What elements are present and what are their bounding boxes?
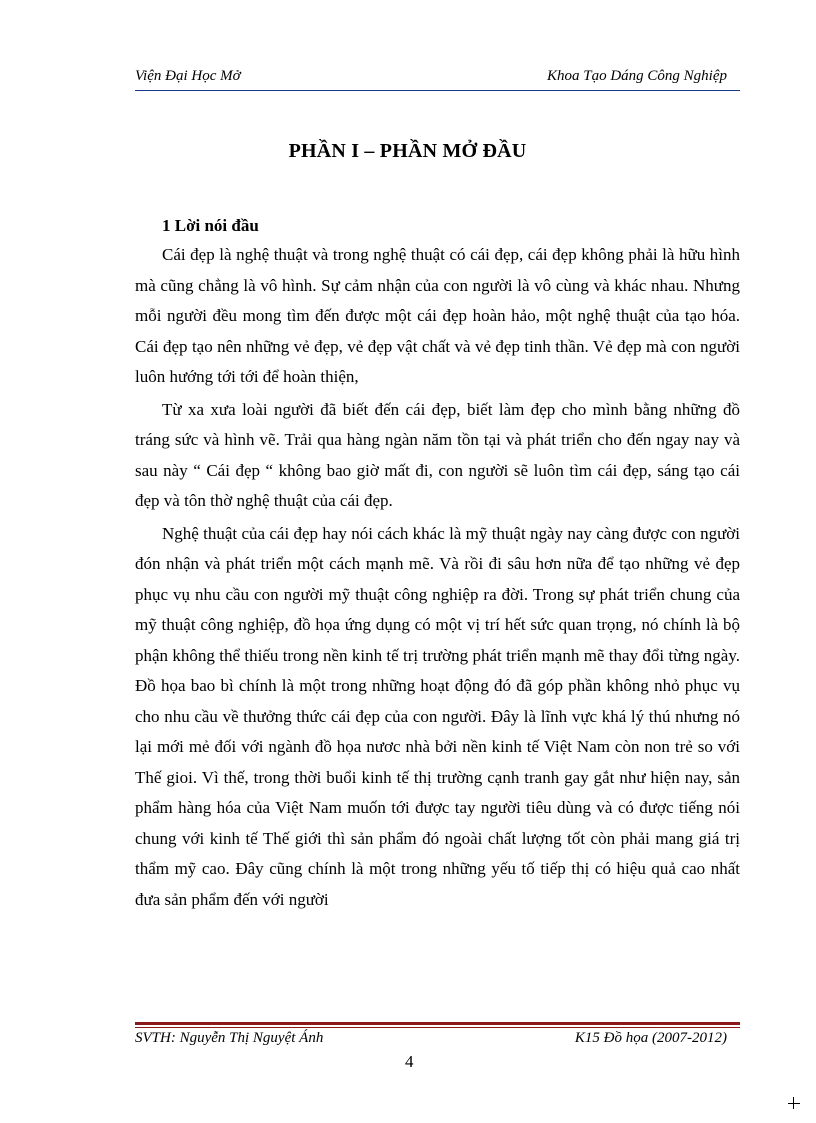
header-divider xyxy=(135,90,740,91)
paragraph-3: Nghệ thuật của cái đẹp hay nói cách khác là mỹ thuật ngày nay càng được con người đón nhận và phát triển một cách mạnh mẽ. Và rồi đi sâu hơn nữa để tạo những vẻ đẹp phục vụ nhu cầu con người mỹ thuật công nghiệp ra đời. Trong sự phát triển chung của mỹ thuật công nghiệp, đồ họa ứng dụng có một vị trí hết sức quan trọng, nó chính là bộ phận không thể thiếu trong nền kinh tế trị trường phát triển mạnh mẽ thay đổi từng ngày. Đồ họa bao bì chính là một trong những hoạt động đó đã góp phần không nhỏ phục vụ cho nhu cầu về thưởng thức cái đẹp của con người. Đây là lĩnh vực khá lý thú nhưng nó lại mới mẻ đối với ngành đồ họa nươc nhà bởi nền kinh tế Việt Nam còn non trẻ so với Thế gioi. Vì thế, trong thời buổi kinh tế thị trường cạnh tranh gay gắt như hiện nay, sản phẩm hàng hóa của Việt Nam muốn tới được tay người tiêu dùng và có được tiếng nói chung với kinh tế Thế giới thì sản phẩm đó ngoài chất lượng tốt còn phải mang giá trị thẩm mỹ cao. Đây cũng chính là một trong những yếu tố tiếp thị có hiệu quả cao nhất đưa sản phẩm đến với người xyxy=(135,523,740,909)
header-institution: Viện Đại Học Mở xyxy=(135,68,241,84)
footer-student: SVTH: Nguyễn Thị Nguyệt Ánh xyxy=(135,1030,324,1046)
page-number: 4 xyxy=(405,1052,414,1071)
header-faculty: Khoa Tạo Dáng Công Nghiệp xyxy=(546,68,727,84)
footer-course: K15 Đồ họa (2007-2012) xyxy=(574,1030,727,1046)
page-header xyxy=(135,64,740,88)
main-content xyxy=(135,214,740,917)
footer-divider-thick xyxy=(135,1022,740,1025)
paragraph-1: Cái đẹp là nghệ thuật và trong nghệ thuật có cái đẹp, cái đẹp không phải là hữu hình mà cũng chẳng là vô hình. Sự cảm nhận của con người là vô cùng và khác nhau. Nhưng mỗi người đều mong tìm đến được một cái đẹp hoàn hảo, một nghệ thuật của tạo hóa. Cái đẹp tạo nên những vẻ đẹp, vẻ đẹp vật chất và vẻ đẹp tinh thần. Vẻ đẹp mà con người luôn hướng tới tới để hoàn thiện, xyxy=(135,245,740,386)
crop-mark-icon xyxy=(788,1097,800,1109)
page-title: PHẦN I – PHẦN MỞ ĐẦU xyxy=(288,140,527,162)
section-heading: 1 Lời nói đầu xyxy=(162,216,259,235)
paragraph-2: Từ xa xưa loài người đã biết đến cái đẹp, biết làm đẹp cho mình bằng những đồ tráng sức và hình vẽ. Trải qua hàng ngàn năm tồn tại và phát triển cho đến ngay nay và sau này “ Cái đẹp “ không bao giờ mất đi, con người sẽ luôn tìm cái đẹp, sáng tạo cái đẹp và tôn thờ nghệ thuật của cái đẹp. xyxy=(135,399,740,510)
footer-divider-thin xyxy=(135,1027,740,1028)
page-footer xyxy=(135,1030,740,1052)
